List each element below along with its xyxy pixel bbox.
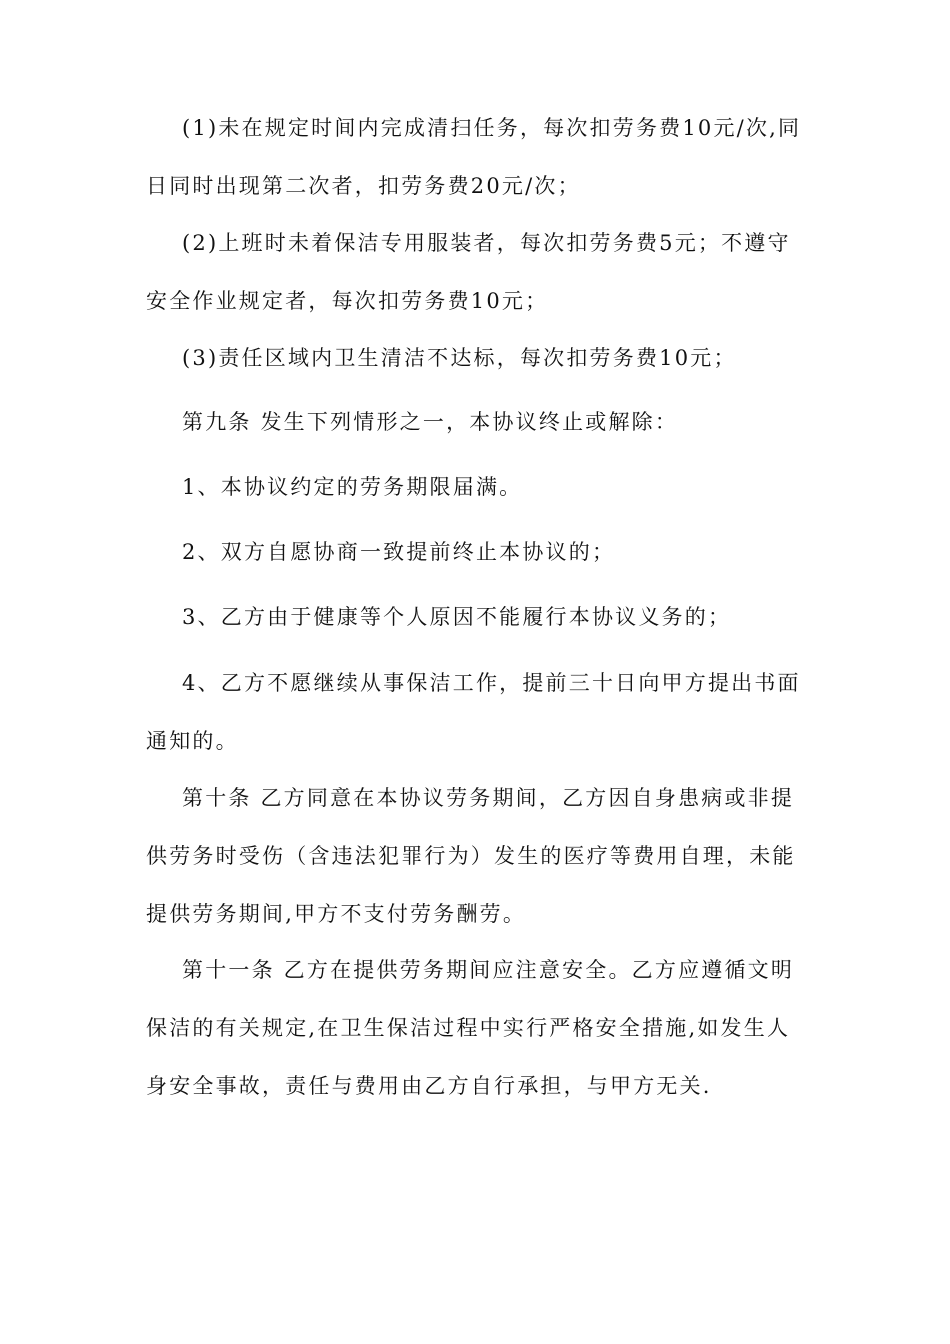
- paragraph-item-4: 4、乙方不愿继续从事保洁工作，提前三十日向甲方提出书面通知的。: [146, 671, 801, 753]
- paragraph-item-3: 3、乙方由于健康等个人原因不能履行本协议义务的；: [182, 605, 732, 629]
- paragraph-penalty-2: (2)上班时未着保洁专用服装者，每次扣劳务费5元；不遵守安全作业规定者，每次扣劳务费10元；: [146, 231, 791, 313]
- paragraph-item-2: 2、双方自愿协商一致提前终止本协议的；: [182, 540, 616, 564]
- paragraph-article-10: 第十条 乙方同意在本协议劳务期间，乙方因自身患病或非提供劳务时受伤（含违法犯罪行为）发生的医疗等费用自理，未能提供劳务期间,甲方不支付劳务酬劳。: [146, 786, 796, 926]
- paragraph-article-9: 第九条 发生下列情形之一，本协议终止或解除：: [182, 410, 679, 434]
- paragraph-item-1: 1、本协议约定的劳务期限届满。: [182, 475, 523, 499]
- paragraph-article-11: 第十一条 乙方在提供劳务期间应注意安全。乙方应遵循文明保洁的有关规定,在卫生保洁过程中实行严格安全措施,如发生人身安全事故，责任与费用由乙方自行承担，与甲方无关.: [146, 958, 795, 1098]
- paragraph-penalty-3: (3)责任区域内卫生清洁不达标，每次扣劳务费10元；: [182, 346, 737, 370]
- paragraph-penalty-1: (1)未在规定时间内完成清扫任务，每次扣劳务费10元/次,同日同时出现第二次者，扣劳务费20元/次；: [146, 116, 802, 198]
